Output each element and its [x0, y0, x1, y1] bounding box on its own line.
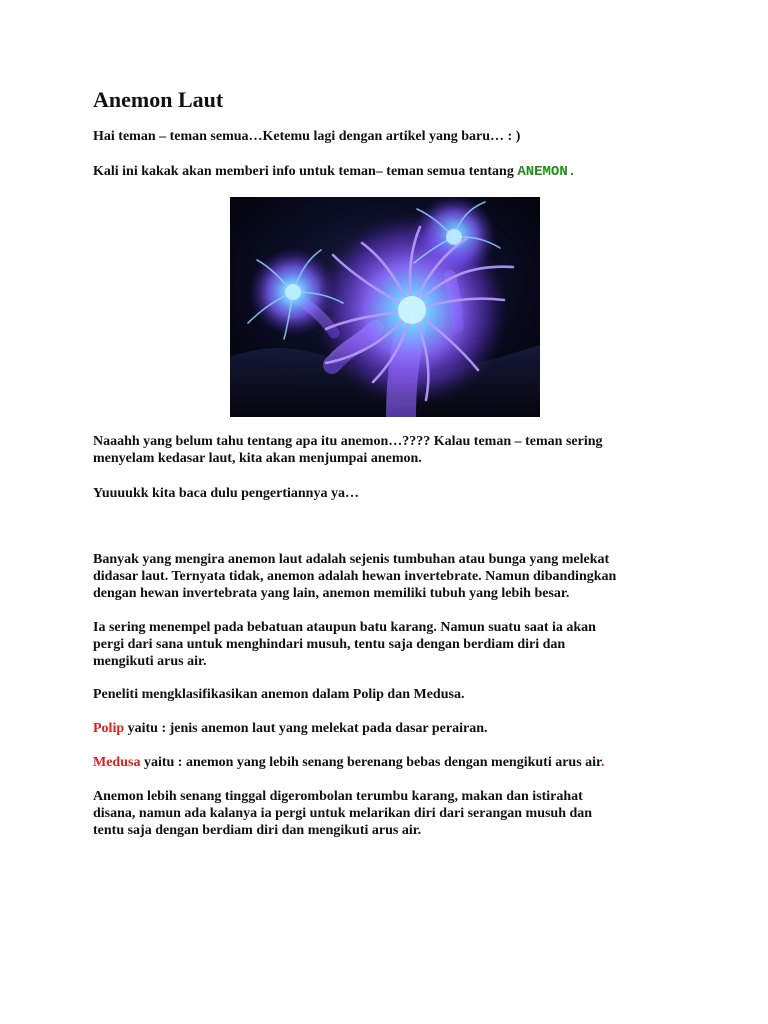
habitat-line-1: Anemon lebih senang tinggal digerombolan terumbu karang, makan dan istirahat [93, 789, 583, 804]
classification-paragraph: Peneliti mengklasifikasikan anemon dalam Polip dan Medusa. [93, 687, 465, 702]
medusa-paragraph [93, 754, 604, 771]
question-line-1: Naaahh yang belum tahu tentang apa itu anemon…???? Kalau teman – teman sering [93, 434, 603, 449]
definition-line-2: didasar laut. Ternyata tidak, anemon adalah hewan invertebrate. Namun dibandingkan [93, 569, 617, 584]
attachment-paragraph [93, 619, 596, 670]
definition-paragraph [93, 551, 616, 602]
topic-paragraph [93, 163, 576, 181]
polip-definition: yaitu : jenis anemon laut yang melekat pada dasar perairan. [124, 721, 488, 736]
habitat-line-3: tentu saja dengan berdiam diri dan mengikuti arus air. [93, 823, 422, 838]
question-paragraph [93, 433, 603, 467]
polip-term: Polip [93, 721, 125, 736]
polip-paragraph [93, 720, 488, 737]
intro-paragraph: Hai teman – teman semua…Ketemu lagi dengan artikel yang baru… : ) [93, 129, 521, 144]
document-title: Anemon Laut [93, 87, 224, 112]
habitat-paragraph [93, 788, 592, 839]
medusa-definition: yaitu : anemon yang lebih senang berenang bebas dengan mengikuti arus air [140, 755, 601, 770]
habitat-line-2: disana, namun ada kalanya ia pergi untuk melarikan diri dari serangan musuh dan [93, 806, 593, 821]
definition-line-1: Banyak yang mengira anemon laut adalah sejenis tumbuhan atau bunga yang melekat [93, 552, 610, 567]
attachment-line-2: pergi dari sana untuk menghindari musuh, tentu saja dengan berdiam diri dan [93, 637, 566, 652]
topic-text: Kali ini kakak akan memberi info untuk teman– teman semua tentang [93, 164, 518, 179]
medusa-term: Medusa [93, 755, 141, 770]
question-line-2: menyelam kedasar laut, kita akan menjumpai anemon. [93, 451, 422, 466]
attachment-line-3: mengikuti arus air. [93, 654, 207, 669]
attachment-line-1: Ia sering menempel pada bebatuan ataupun batu karang. Namun suatu saat ia akan [93, 620, 596, 635]
medusa-period: . [600, 755, 605, 770]
anemon-highlight: ANEMON. [517, 164, 577, 180]
definition-line-3: dengan hewan invertebrata yang lain, anemon memiliki tubuh yang lebih besar. [93, 586, 570, 601]
invite-paragraph: Yuuuukk kita baca dulu pengertiannya ya… [93, 486, 359, 501]
sea-anemone-image [230, 197, 540, 417]
